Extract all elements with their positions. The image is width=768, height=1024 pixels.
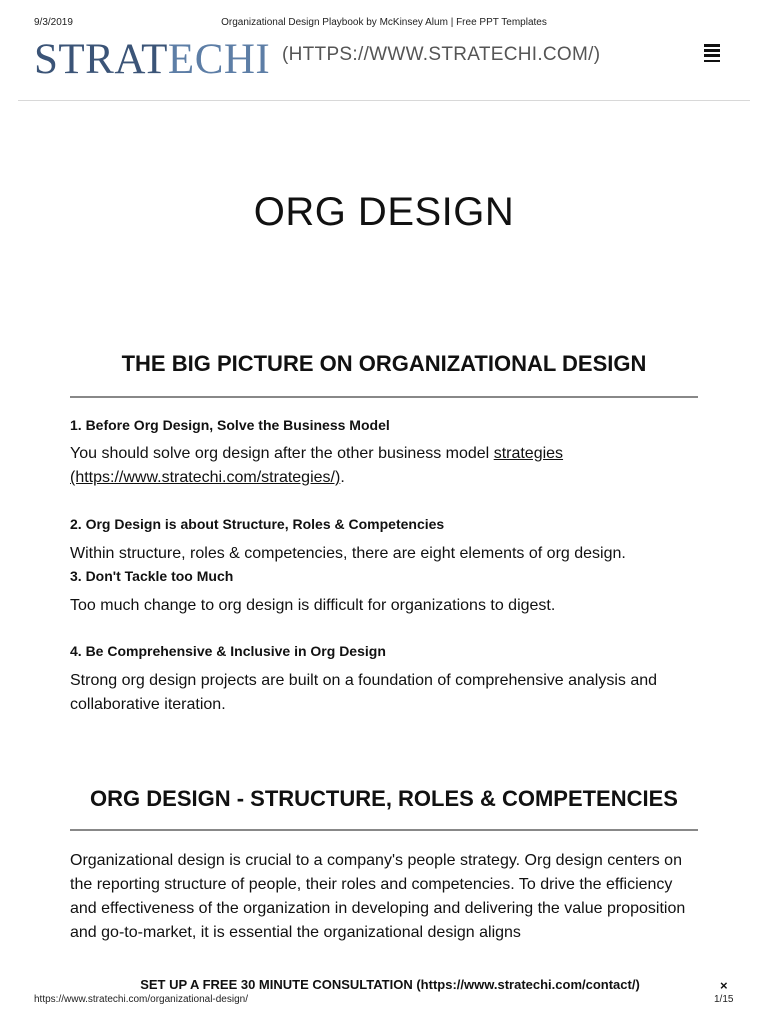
print-footer-url: https://www.stratechi.com/organizational-design/: [34, 994, 248, 1005]
item-1-text-before: You should solve org design after the other business model: [70, 445, 494, 462]
consultation-link[interactable]: SET UP A FREE 30 MINUTE CONSULTATION (https://www.stratechi.com/contact/): [140, 977, 640, 992]
logo-part-2: ECHI: [167, 36, 271, 83]
logo-part-1: STRAT: [34, 36, 168, 83]
item-1-text: [70, 442, 700, 490]
item-3-title: 3. Don't Tackle too Much: [70, 568, 234, 584]
section-heading-big-picture: THE BIG PICTURE ON ORGANIZATIONAL DESIGN: [121, 351, 647, 376]
section-divider: [70, 396, 698, 398]
print-page-number: 1/15: [714, 994, 734, 1005]
item-4-title: 4. Be Comprehensive & Inclusive in Org Design: [70, 643, 386, 659]
strategies-link[interactable]: strategies: [493, 445, 564, 462]
consultation-bar: [0, 977, 768, 995]
page-title: ORG DESIGN: [253, 190, 515, 234]
hamburger-icon[interactable]: [704, 44, 720, 64]
site-header: [18, 36, 750, 101]
item-2-text: Within structure, roles & competencies, there are eight elements of org design.: [70, 545, 626, 562]
strategies-url-link[interactable]: (https://www.stratechi.com/strategies/): [70, 469, 341, 486]
site-logo[interactable]: [34, 36, 270, 84]
logo-url-link[interactable]: (HTTPS://WWW.STRATECHI.COM/): [282, 44, 601, 65]
item-1-text-after: .: [340, 469, 345, 486]
print-header: [0, 17, 768, 31]
section-divider: [70, 829, 698, 831]
item-1-title: 1. Before Org Design, Solve the Business Model: [70, 417, 390, 433]
print-date: 9/3/2019: [34, 17, 73, 28]
item-4-text: Strong org design projects are built on a foundation of comprehensive analysis and collaborative iteration.: [70, 672, 658, 713]
print-page-title: Organizational Design Playbook by McKinsey Alum | Free PPT Templates: [221, 17, 547, 28]
item-3-text: Too much change to org design is difficult for organizations to digest.: [70, 597, 556, 614]
section-2-text: Organizational design is crucial to a company's people strategy. Org design centers on the reporting structure of people, their roles and competencies. To drive the efficiency and effectiveness of the organization in developing and delivering the value proposition and go-to-market, it is essential the organizational design aligns: [70, 852, 686, 941]
section-heading-structure: ORG DESIGN - STRUCTURE, ROLES & COMPETENCIES: [90, 786, 678, 811]
close-icon[interactable]: ×: [720, 978, 728, 993]
item-2-title: 2. Org Design is about Structure, Roles & Competencies: [70, 516, 445, 532]
